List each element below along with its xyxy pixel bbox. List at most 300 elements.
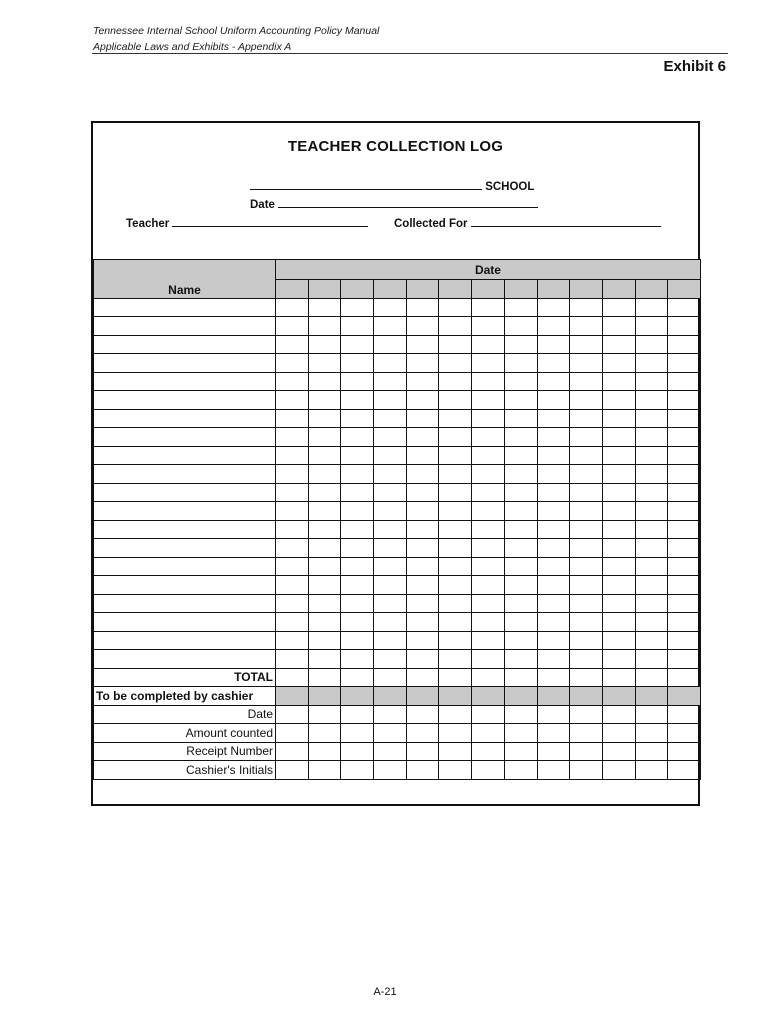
amount-cell[interactable] [374, 335, 407, 354]
amount-cell[interactable] [570, 354, 603, 373]
cashier-cell[interactable] [668, 724, 701, 743]
amount-cell[interactable] [439, 446, 472, 465]
cashier-cell[interactable] [341, 705, 374, 724]
date-cell[interactable] [668, 280, 701, 299]
cashier-cell[interactable] [276, 724, 309, 743]
amount-cell[interactable] [668, 631, 701, 650]
total-cell[interactable] [668, 668, 701, 687]
amount-cell[interactable] [668, 409, 701, 428]
cashier-cell[interactable] [570, 705, 603, 724]
cashier-cell[interactable] [570, 724, 603, 743]
amount-cell[interactable] [439, 483, 472, 502]
amount-cell[interactable] [570, 520, 603, 539]
amount-cell[interactable] [341, 354, 374, 373]
amount-cell[interactable] [276, 520, 309, 539]
amount-cell[interactable] [635, 409, 668, 428]
amount-cell[interactable] [276, 465, 309, 484]
amount-cell[interactable] [504, 446, 537, 465]
amount-cell[interactable] [504, 372, 537, 391]
amount-cell[interactable] [668, 335, 701, 354]
amount-cell[interactable] [504, 298, 537, 317]
amount-cell[interactable] [439, 335, 472, 354]
amount-cell[interactable] [472, 483, 505, 502]
amount-cell[interactable] [504, 539, 537, 558]
amount-cell[interactable] [537, 502, 570, 521]
amount-cell[interactable] [635, 428, 668, 447]
amount-cell[interactable] [537, 594, 570, 613]
amount-cell[interactable] [602, 594, 635, 613]
date-cell[interactable] [439, 280, 472, 299]
amount-cell[interactable] [602, 335, 635, 354]
amount-cell[interactable] [276, 631, 309, 650]
amount-cell[interactable] [668, 391, 701, 410]
cashier-cell[interactable] [668, 761, 701, 780]
amount-cell[interactable] [439, 631, 472, 650]
amount-cell[interactable] [602, 650, 635, 669]
amount-cell[interactable] [635, 298, 668, 317]
date-cell[interactable] [308, 280, 341, 299]
amount-cell[interactable] [341, 409, 374, 428]
cashier-cell[interactable] [276, 761, 309, 780]
amount-cell[interactable] [504, 502, 537, 521]
amount-cell[interactable] [570, 650, 603, 669]
amount-cell[interactable] [504, 409, 537, 428]
cashier-cell[interactable] [668, 742, 701, 761]
amount-cell[interactable] [668, 483, 701, 502]
name-cell[interactable] [94, 298, 276, 317]
amount-cell[interactable] [537, 483, 570, 502]
amount-cell[interactable] [406, 298, 439, 317]
cashier-cell[interactable] [341, 742, 374, 761]
amount-cell[interactable] [635, 335, 668, 354]
date-blank[interactable] [278, 197, 538, 208]
amount-cell[interactable] [537, 557, 570, 576]
amount-cell[interactable] [341, 594, 374, 613]
amount-cell[interactable] [668, 650, 701, 669]
amount-cell[interactable] [276, 502, 309, 521]
amount-cell[interactable] [472, 335, 505, 354]
amount-cell[interactable] [537, 335, 570, 354]
amount-cell[interactable] [668, 576, 701, 595]
amount-cell[interactable] [635, 483, 668, 502]
amount-cell[interactable] [504, 317, 537, 336]
amount-cell[interactable] [439, 613, 472, 632]
amount-cell[interactable] [537, 446, 570, 465]
amount-cell[interactable] [537, 317, 570, 336]
amount-cell[interactable] [635, 594, 668, 613]
amount-cell[interactable] [472, 446, 505, 465]
amount-cell[interactable] [537, 539, 570, 558]
amount-cell[interactable] [374, 428, 407, 447]
cashier-cell[interactable] [504, 724, 537, 743]
amount-cell[interactable] [308, 409, 341, 428]
amount-cell[interactable] [276, 354, 309, 373]
amount-cell[interactable] [276, 446, 309, 465]
amount-cell[interactable] [602, 428, 635, 447]
amount-cell[interactable] [374, 465, 407, 484]
amount-cell[interactable] [308, 650, 341, 669]
amount-cell[interactable] [276, 409, 309, 428]
amount-cell[interactable] [537, 428, 570, 447]
amount-cell[interactable] [374, 354, 407, 373]
amount-cell[interactable] [308, 594, 341, 613]
amount-cell[interactable] [374, 613, 407, 632]
amount-cell[interactable] [472, 409, 505, 428]
amount-cell[interactable] [341, 446, 374, 465]
name-cell[interactable] [94, 483, 276, 502]
amount-cell[interactable] [276, 298, 309, 317]
amount-cell[interactable] [406, 557, 439, 576]
amount-cell[interactable] [374, 594, 407, 613]
total-cell[interactable] [602, 668, 635, 687]
amount-cell[interactable] [308, 613, 341, 632]
amount-cell[interactable] [406, 428, 439, 447]
amount-cell[interactable] [602, 502, 635, 521]
amount-cell[interactable] [504, 428, 537, 447]
cashier-cell[interactable] [308, 705, 341, 724]
amount-cell[interactable] [570, 576, 603, 595]
total-cell[interactable] [341, 668, 374, 687]
amount-cell[interactable] [602, 539, 635, 558]
date-cell[interactable] [570, 280, 603, 299]
cashier-cell[interactable] [635, 761, 668, 780]
name-cell[interactable] [94, 613, 276, 632]
amount-cell[interactable] [668, 317, 701, 336]
amount-cell[interactable] [504, 520, 537, 539]
amount-cell[interactable] [341, 335, 374, 354]
cashier-cell[interactable] [602, 761, 635, 780]
amount-cell[interactable] [668, 539, 701, 558]
cashier-cell[interactable] [406, 742, 439, 761]
total-cell[interactable] [537, 668, 570, 687]
cashier-cell[interactable] [276, 742, 309, 761]
cashier-cell[interactable] [537, 761, 570, 780]
amount-cell[interactable] [439, 428, 472, 447]
amount-cell[interactable] [537, 650, 570, 669]
total-cell[interactable] [504, 668, 537, 687]
amount-cell[interactable] [308, 483, 341, 502]
amount-cell[interactable] [472, 557, 505, 576]
amount-cell[interactable] [602, 317, 635, 336]
amount-cell[interactable] [308, 502, 341, 521]
cashier-cell[interactable] [635, 742, 668, 761]
cashier-cell[interactable] [602, 705, 635, 724]
amount-cell[interactable] [374, 298, 407, 317]
amount-cell[interactable] [668, 446, 701, 465]
amount-cell[interactable] [406, 465, 439, 484]
amount-cell[interactable] [439, 372, 472, 391]
amount-cell[interactable] [602, 354, 635, 373]
amount-cell[interactable] [308, 372, 341, 391]
cashier-cell[interactable] [406, 761, 439, 780]
amount-cell[interactable] [472, 631, 505, 650]
name-cell[interactable] [94, 409, 276, 428]
amount-cell[interactable] [472, 539, 505, 558]
amount-cell[interactable] [668, 372, 701, 391]
date-cell[interactable] [635, 280, 668, 299]
cashier-cell[interactable] [341, 761, 374, 780]
amount-cell[interactable] [308, 576, 341, 595]
cashier-cell[interactable] [537, 705, 570, 724]
amount-cell[interactable] [406, 317, 439, 336]
name-cell[interactable] [94, 465, 276, 484]
amount-cell[interactable] [602, 483, 635, 502]
cashier-cell[interactable] [374, 742, 407, 761]
amount-cell[interactable] [439, 354, 472, 373]
amount-cell[interactable] [472, 354, 505, 373]
amount-cell[interactable] [602, 557, 635, 576]
amount-cell[interactable] [602, 391, 635, 410]
amount-cell[interactable] [668, 502, 701, 521]
amount-cell[interactable] [570, 613, 603, 632]
amount-cell[interactable] [668, 298, 701, 317]
cashier-cell[interactable] [374, 724, 407, 743]
amount-cell[interactable] [439, 557, 472, 576]
name-cell[interactable] [94, 520, 276, 539]
amount-cell[interactable] [308, 539, 341, 558]
amount-cell[interactable] [439, 317, 472, 336]
amount-cell[interactable] [504, 557, 537, 576]
amount-cell[interactable] [439, 520, 472, 539]
cashier-cell[interactable] [374, 705, 407, 724]
amount-cell[interactable] [537, 631, 570, 650]
amount-cell[interactable] [308, 465, 341, 484]
amount-cell[interactable] [406, 335, 439, 354]
amount-cell[interactable] [439, 576, 472, 595]
amount-cell[interactable] [635, 391, 668, 410]
cashier-cell[interactable] [504, 761, 537, 780]
amount-cell[interactable] [635, 576, 668, 595]
amount-cell[interactable] [341, 372, 374, 391]
amount-cell[interactable] [504, 576, 537, 595]
amount-cell[interactable] [570, 335, 603, 354]
amount-cell[interactable] [374, 576, 407, 595]
amount-cell[interactable] [635, 465, 668, 484]
amount-cell[interactable] [570, 557, 603, 576]
date-cell[interactable] [472, 280, 505, 299]
amount-cell[interactable] [504, 465, 537, 484]
amount-cell[interactable] [276, 317, 309, 336]
cashier-cell[interactable] [504, 705, 537, 724]
amount-cell[interactable] [570, 594, 603, 613]
amount-cell[interactable] [341, 576, 374, 595]
cashier-cell[interactable] [472, 742, 505, 761]
amount-cell[interactable] [537, 520, 570, 539]
amount-cell[interactable] [635, 631, 668, 650]
amount-cell[interactable] [341, 298, 374, 317]
total-cell[interactable] [570, 668, 603, 687]
amount-cell[interactable] [276, 557, 309, 576]
cashier-cell[interactable] [308, 761, 341, 780]
amount-cell[interactable] [635, 650, 668, 669]
amount-cell[interactable] [472, 317, 505, 336]
date-cell[interactable] [374, 280, 407, 299]
amount-cell[interactable] [406, 576, 439, 595]
amount-cell[interactable] [504, 483, 537, 502]
cashier-cell[interactable] [439, 724, 472, 743]
amount-cell[interactable] [374, 483, 407, 502]
amount-cell[interactable] [406, 539, 439, 558]
cashier-cell[interactable] [341, 724, 374, 743]
amount-cell[interactable] [472, 372, 505, 391]
amount-cell[interactable] [439, 594, 472, 613]
amount-cell[interactable] [341, 650, 374, 669]
amount-cell[interactable] [668, 428, 701, 447]
amount-cell[interactable] [276, 613, 309, 632]
cashier-cell[interactable] [635, 724, 668, 743]
cashier-cell[interactable] [276, 705, 309, 724]
name-cell[interactable] [94, 576, 276, 595]
amount-cell[interactable] [602, 372, 635, 391]
amount-cell[interactable] [341, 631, 374, 650]
amount-cell[interactable] [635, 613, 668, 632]
amount-cell[interactable] [668, 520, 701, 539]
amount-cell[interactable] [537, 409, 570, 428]
cashier-cell[interactable] [472, 724, 505, 743]
amount-cell[interactable] [504, 354, 537, 373]
amount-cell[interactable] [635, 539, 668, 558]
amount-cell[interactable] [308, 557, 341, 576]
amount-cell[interactable] [537, 372, 570, 391]
amount-cell[interactable] [308, 335, 341, 354]
amount-cell[interactable] [276, 539, 309, 558]
amount-cell[interactable] [504, 594, 537, 613]
cashier-cell[interactable] [406, 705, 439, 724]
amount-cell[interactable] [504, 631, 537, 650]
amount-cell[interactable] [472, 576, 505, 595]
name-cell[interactable] [94, 354, 276, 373]
cashier-cell[interactable] [537, 724, 570, 743]
amount-cell[interactable] [406, 391, 439, 410]
amount-cell[interactable] [341, 520, 374, 539]
amount-cell[interactable] [341, 465, 374, 484]
cashier-cell[interactable] [504, 742, 537, 761]
amount-cell[interactable] [472, 502, 505, 521]
cashier-cell[interactable] [406, 724, 439, 743]
amount-cell[interactable] [439, 409, 472, 428]
amount-cell[interactable] [341, 539, 374, 558]
date-cell[interactable] [276, 280, 309, 299]
amount-cell[interactable] [406, 613, 439, 632]
total-cell[interactable] [635, 668, 668, 687]
amount-cell[interactable] [308, 317, 341, 336]
amount-cell[interactable] [341, 391, 374, 410]
amount-cell[interactable] [374, 409, 407, 428]
amount-cell[interactable] [668, 613, 701, 632]
amount-cell[interactable] [570, 391, 603, 410]
name-cell[interactable] [94, 372, 276, 391]
cashier-cell[interactable] [602, 724, 635, 743]
name-cell[interactable] [94, 631, 276, 650]
amount-cell[interactable] [537, 613, 570, 632]
teacher-blank[interactable] [172, 216, 368, 227]
cashier-cell[interactable] [472, 761, 505, 780]
amount-cell[interactable] [439, 298, 472, 317]
amount-cell[interactable] [570, 446, 603, 465]
amount-cell[interactable] [341, 428, 374, 447]
amount-cell[interactable] [635, 372, 668, 391]
amount-cell[interactable] [374, 391, 407, 410]
amount-cell[interactable] [537, 391, 570, 410]
amount-cell[interactable] [570, 465, 603, 484]
name-cell[interactable] [94, 557, 276, 576]
amount-cell[interactable] [472, 650, 505, 669]
amount-cell[interactable] [635, 446, 668, 465]
amount-cell[interactable] [374, 650, 407, 669]
amount-cell[interactable] [341, 557, 374, 576]
cashier-cell[interactable] [439, 742, 472, 761]
total-cell[interactable] [472, 668, 505, 687]
cashier-cell[interactable] [570, 761, 603, 780]
amount-cell[interactable] [602, 520, 635, 539]
amount-cell[interactable] [374, 539, 407, 558]
amount-cell[interactable] [472, 428, 505, 447]
amount-cell[interactable] [439, 391, 472, 410]
amount-cell[interactable] [635, 317, 668, 336]
amount-cell[interactable] [602, 298, 635, 317]
name-cell[interactable] [94, 317, 276, 336]
amount-cell[interactable] [504, 391, 537, 410]
date-cell[interactable] [537, 280, 570, 299]
amount-cell[interactable] [406, 502, 439, 521]
date-cell[interactable] [504, 280, 537, 299]
amount-cell[interactable] [374, 557, 407, 576]
amount-cell[interactable] [537, 576, 570, 595]
amount-cell[interactable] [341, 502, 374, 521]
cashier-cell[interactable] [439, 705, 472, 724]
name-cell[interactable] [94, 650, 276, 669]
amount-cell[interactable] [537, 354, 570, 373]
amount-cell[interactable] [570, 317, 603, 336]
amount-cell[interactable] [406, 650, 439, 669]
amount-cell[interactable] [308, 298, 341, 317]
collected-for-blank[interactable] [471, 216, 661, 227]
total-cell[interactable] [276, 668, 309, 687]
amount-cell[interactable] [570, 409, 603, 428]
amount-cell[interactable] [570, 539, 603, 558]
amount-cell[interactable] [374, 317, 407, 336]
amount-cell[interactable] [276, 576, 309, 595]
school-blank[interactable] [250, 179, 482, 190]
amount-cell[interactable] [668, 557, 701, 576]
amount-cell[interactable] [602, 631, 635, 650]
amount-cell[interactable] [406, 446, 439, 465]
amount-cell[interactable] [570, 502, 603, 521]
amount-cell[interactable] [602, 446, 635, 465]
amount-cell[interactable] [341, 317, 374, 336]
name-cell[interactable] [94, 335, 276, 354]
amount-cell[interactable] [308, 631, 341, 650]
amount-cell[interactable] [570, 428, 603, 447]
cashier-cell[interactable] [472, 705, 505, 724]
amount-cell[interactable] [504, 335, 537, 354]
amount-cell[interactable] [341, 613, 374, 632]
amount-cell[interactable] [668, 594, 701, 613]
cashier-cell[interactable] [308, 742, 341, 761]
amount-cell[interactable] [374, 631, 407, 650]
amount-cell[interactable] [406, 354, 439, 373]
cashier-cell[interactable] [602, 742, 635, 761]
amount-cell[interactable] [374, 520, 407, 539]
amount-cell[interactable] [504, 613, 537, 632]
amount-cell[interactable] [472, 613, 505, 632]
amount-cell[interactable] [537, 298, 570, 317]
amount-cell[interactable] [308, 520, 341, 539]
amount-cell[interactable] [308, 446, 341, 465]
amount-cell[interactable] [472, 594, 505, 613]
date-cell[interactable] [341, 280, 374, 299]
amount-cell[interactable] [276, 428, 309, 447]
